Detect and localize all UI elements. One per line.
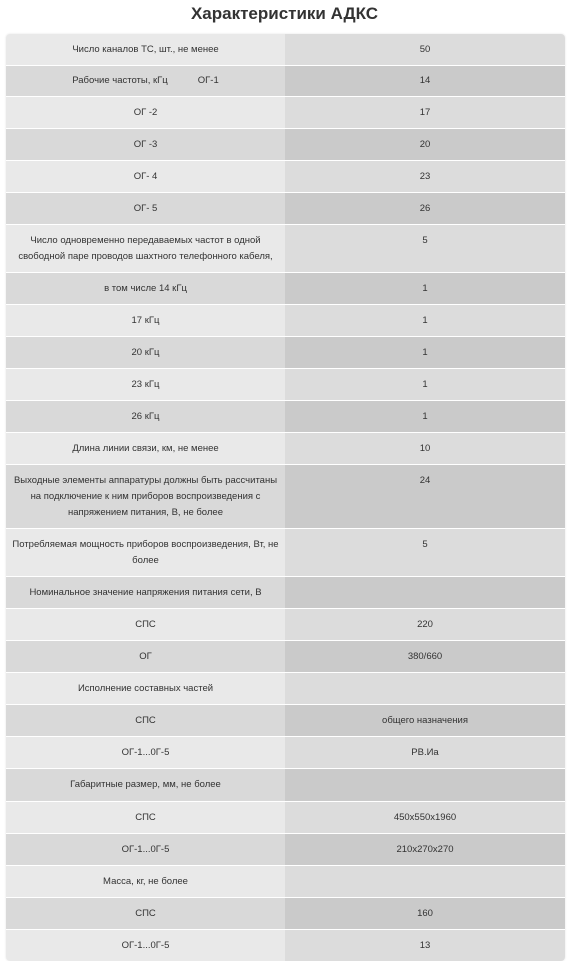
row-label: ОГ-1...0Г-5	[6, 930, 285, 961]
row-value	[285, 769, 565, 801]
table-row	[6, 769, 565, 802]
row-label: Номинальное значение напряжения питания сети, В	[6, 577, 285, 608]
row-value: 450x550x1960	[285, 802, 565, 833]
row-value: 17	[285, 97, 565, 128]
table-row	[6, 433, 565, 465]
row-value: 210x270x270	[285, 834, 565, 865]
row-label: Исполнение составных частей	[6, 673, 285, 704]
row-value: 1	[285, 305, 565, 336]
row-label: ОГ -3	[6, 129, 285, 160]
row-value: 380/660	[285, 641, 565, 672]
table-row	[6, 737, 565, 769]
row-value: 1	[285, 401, 565, 432]
row-value: 1	[285, 369, 565, 400]
row-label-text: Рабочие частоты, кГц	[72, 75, 168, 86]
table-row	[6, 577, 565, 609]
row-label: Длина линии связи, км, не менее	[6, 433, 285, 464]
row-label: СПС	[6, 609, 285, 640]
table-row	[6, 97, 565, 129]
row-value: 160	[285, 898, 565, 929]
row-value: 1	[285, 337, 565, 368]
row-value: РВ.Иа	[285, 737, 565, 768]
table-row	[6, 898, 565, 930]
row-label: в том числе 14 кГц	[6, 273, 285, 304]
row-label: ОГ- 4	[6, 161, 285, 192]
row-value: 50	[285, 34, 565, 65]
row-value: 13	[285, 930, 565, 961]
page-title: Характеристики АДКС	[190, 4, 379, 23]
table-row	[6, 866, 565, 898]
row-value: 24	[285, 465, 565, 528]
specs-table	[6, 34, 565, 961]
table-row	[6, 34, 565, 66]
table-row	[6, 129, 565, 161]
row-label: 17 кГц	[6, 305, 285, 336]
table-row	[6, 273, 565, 305]
row-value: 20	[285, 129, 565, 160]
row-label: Масса, кг, не более	[6, 866, 285, 897]
row-value: 26	[285, 193, 565, 224]
table-row	[6, 161, 565, 193]
row-value: общего назначения	[285, 705, 565, 736]
row-label: ОГ-1...0Г-5	[6, 737, 285, 768]
table-row	[6, 66, 565, 97]
row-label	[6, 66, 285, 96]
table-row	[6, 641, 565, 673]
table-row	[6, 529, 565, 577]
row-label: Потребляемая мощность приборов воспроизведения, Вт, не более	[6, 529, 285, 576]
table-row	[6, 705, 565, 737]
row-value: 5	[285, 529, 565, 576]
table-row	[6, 465, 565, 529]
table-row	[6, 369, 565, 401]
row-value: 1	[285, 273, 565, 304]
row-value: 5	[285, 225, 565, 272]
table-row	[6, 930, 565, 961]
row-value: 14	[285, 66, 565, 96]
row-value	[285, 673, 565, 704]
table-row	[6, 802, 565, 834]
row-value	[285, 866, 565, 897]
row-label: СПС	[6, 705, 285, 736]
row-label: ОГ -2	[6, 97, 285, 128]
table-row	[6, 834, 565, 866]
table-row	[6, 673, 565, 705]
row-label: ОГ	[6, 641, 285, 672]
table-row	[6, 305, 565, 337]
table-row	[6, 225, 565, 273]
row-label: Число каналов ТС, шт., не менее	[6, 34, 285, 65]
row-label: СПС	[6, 898, 285, 929]
row-label: Число одновременно передаваемых частот в одной свободной паре проводов шахтного телефонного кабеля,	[6, 225, 285, 272]
row-label: СПС	[6, 802, 285, 833]
row-label: ОГ- 5	[6, 193, 285, 224]
row-label: 23 кГц	[6, 369, 285, 400]
row-label: 26 кГц	[6, 401, 285, 432]
row-value: 10	[285, 433, 565, 464]
row-value: 220	[285, 609, 565, 640]
row-label: 20 кГц	[6, 337, 285, 368]
table-row	[6, 401, 565, 433]
row-label: Габаритные размер, мм, не более	[6, 769, 285, 801]
row-value: 23	[285, 161, 565, 192]
table-row	[6, 193, 565, 225]
row-label: Выходные элементы аппаратуры должны быть рассчитаны на подключение к ним приборов воспроизведения с напряжением питания, В, не более	[6, 465, 285, 528]
row-value	[285, 577, 565, 608]
row-label-extra: ОГ-1	[197, 75, 219, 86]
row-label: ОГ-1...0Г-5	[6, 834, 285, 865]
table-row	[6, 337, 565, 369]
table-row	[6, 609, 565, 641]
